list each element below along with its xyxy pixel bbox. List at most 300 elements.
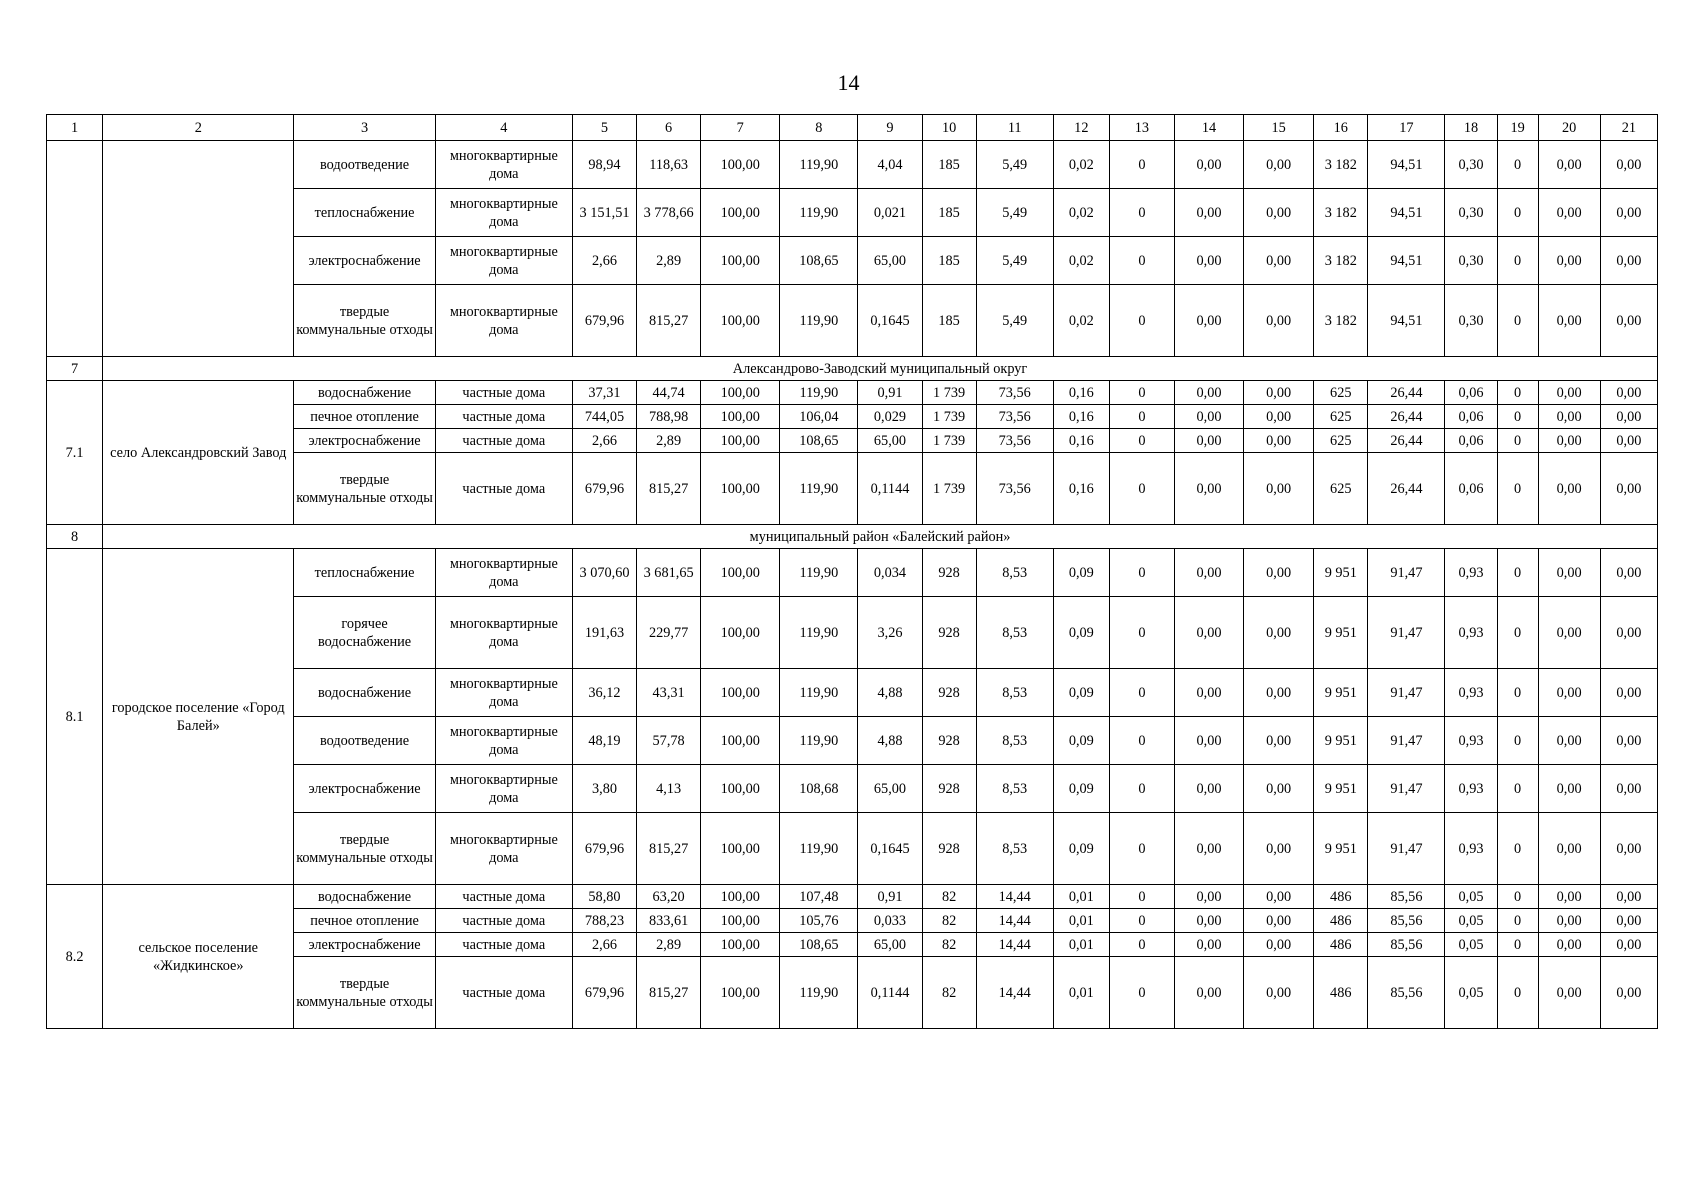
value-col-7: 100,00 [701,405,780,429]
value-col-19: 0 [1497,453,1538,525]
value-col-14: 0,00 [1174,909,1243,933]
value-col-17: 91,47 [1368,765,1445,813]
value-col-13: 0 [1109,933,1174,957]
value-col-13: 0 [1109,765,1174,813]
section-title: муниципальный район «Балейский район» [103,525,1658,549]
value-col-5: 679,96 [572,957,636,1029]
value-col-13: 0 [1109,141,1174,189]
tariff-table-container [46,114,1658,1029]
utility-service: твердые коммунальные отходы [294,285,435,357]
value-col-8: 119,90 [780,549,858,597]
housing-type: частные дома [435,885,572,909]
value-col-9: 0,1144 [858,957,922,1029]
value-col-9: 4,88 [858,669,922,717]
value-col-20: 0,00 [1538,957,1600,1029]
value-col-21: 0,00 [1600,285,1657,357]
value-col-11: 14,44 [976,933,1053,957]
housing-type: частные дома [435,405,572,429]
value-col-10: 82 [922,933,976,957]
value-col-20: 0,00 [1538,429,1600,453]
value-col-16: 3 182 [1314,189,1368,237]
value-col-11: 8,53 [976,597,1053,669]
value-col-6: 815,27 [637,285,701,357]
value-col-14: 0,00 [1174,669,1243,717]
value-col-20: 0,00 [1538,933,1600,957]
value-col-18: 0,06 [1445,405,1497,429]
section-title: Александрово-Заводский муниципальный округ [103,357,1658,381]
value-col-17: 85,56 [1368,933,1445,957]
value-col-20: 0,00 [1538,237,1600,285]
group-number: 7.1 [47,381,103,525]
value-col-8: 108,65 [780,237,858,285]
value-col-14: 0,00 [1174,717,1243,765]
value-col-17: 91,47 [1368,717,1445,765]
value-col-18: 0,05 [1445,885,1497,909]
column-number-8: 8 [780,115,858,141]
page-number: 14 [837,70,860,95]
value-col-17: 26,44 [1368,381,1445,405]
value-col-15: 0,00 [1244,237,1314,285]
value-col-14: 0,00 [1174,453,1243,525]
value-col-11: 5,49 [976,189,1053,237]
value-col-15: 0,00 [1244,909,1314,933]
utility-service: теплоснабжение [294,549,435,597]
value-col-20: 0,00 [1538,669,1600,717]
value-col-14: 0,00 [1174,933,1243,957]
value-col-11: 73,56 [976,429,1053,453]
value-col-6: 2,89 [637,933,701,957]
value-col-6: 229,77 [637,597,701,669]
value-col-9: 0,029 [858,405,922,429]
housing-type: частные дома [435,909,572,933]
value-col-21: 0,00 [1600,597,1657,669]
value-col-10: 1 739 [922,453,976,525]
value-col-12: 0,09 [1053,765,1109,813]
section-row [47,357,1658,381]
value-col-21: 0,00 [1600,933,1657,957]
value-col-10: 185 [922,285,976,357]
utility-service: печное отопление [294,405,435,429]
value-col-18: 0,93 [1445,717,1497,765]
utility-service: горячее водоснабжение [294,597,435,669]
value-col-14: 0,00 [1174,597,1243,669]
value-col-6: 118,63 [637,141,701,189]
value-col-20: 0,00 [1538,813,1600,885]
value-col-19: 0 [1497,381,1538,405]
value-col-14: 0,00 [1174,141,1243,189]
value-col-17: 94,51 [1368,237,1445,285]
value-col-20: 0,00 [1538,285,1600,357]
utility-service: печное отопление [294,909,435,933]
housing-type: многоквартирные дома [435,717,572,765]
value-col-17: 94,51 [1368,285,1445,357]
value-col-15: 0,00 [1244,549,1314,597]
value-col-11: 73,56 [976,381,1053,405]
value-col-19: 0 [1497,669,1538,717]
value-col-6: 3 778,66 [637,189,701,237]
column-number-row [47,115,1658,141]
value-col-11: 8,53 [976,813,1053,885]
value-col-8: 119,90 [780,813,858,885]
value-col-17: 91,47 [1368,597,1445,669]
value-col-10: 928 [922,717,976,765]
value-col-9: 65,00 [858,429,922,453]
value-col-7: 100,00 [701,813,780,885]
value-col-21: 0,00 [1600,957,1657,1029]
value-col-16: 9 951 [1314,765,1368,813]
column-number-14: 14 [1174,115,1243,141]
column-number-18: 18 [1445,115,1497,141]
value-col-8: 108,68 [780,765,858,813]
value-col-9: 0,91 [858,381,922,405]
value-col-13: 0 [1109,909,1174,933]
value-col-14: 0,00 [1174,405,1243,429]
value-col-20: 0,00 [1538,765,1600,813]
value-col-13: 0 [1109,597,1174,669]
utility-service: электроснабжение [294,765,435,813]
value-col-5: 679,96 [572,453,636,525]
value-col-10: 928 [922,549,976,597]
value-col-18: 0,05 [1445,933,1497,957]
value-col-7: 100,00 [701,285,780,357]
table-row [47,381,1658,405]
value-col-5: 191,63 [572,597,636,669]
housing-type: многоквартирные дома [435,549,572,597]
value-col-9: 0,034 [858,549,922,597]
section-row [47,525,1658,549]
value-col-10: 82 [922,957,976,1029]
utility-service: водоснабжение [294,885,435,909]
value-col-5: 788,23 [572,909,636,933]
value-col-20: 0,00 [1538,405,1600,429]
value-col-19: 0 [1497,885,1538,909]
utility-service: водоотведение [294,141,435,189]
settlement-name [103,141,294,357]
value-col-9: 0,1144 [858,453,922,525]
value-col-18: 0,93 [1445,765,1497,813]
value-col-12: 0,16 [1053,405,1109,429]
value-col-15: 0,00 [1244,405,1314,429]
utility-service: водоснабжение [294,381,435,405]
column-number-19: 19 [1497,115,1538,141]
value-col-20: 0,00 [1538,717,1600,765]
settlement-name: сельское поселение «Жидкинское» [103,885,294,1029]
value-col-8: 107,48 [780,885,858,909]
column-number-17: 17 [1368,115,1445,141]
value-col-17: 26,44 [1368,429,1445,453]
housing-type: многоквартирные дома [435,189,572,237]
value-col-7: 100,00 [701,189,780,237]
value-col-18: 0,30 [1445,189,1497,237]
value-col-17: 26,44 [1368,405,1445,429]
housing-type: многоквартирные дома [435,813,572,885]
value-col-19: 0 [1497,957,1538,1029]
housing-type: многоквартирные дома [435,285,572,357]
value-col-14: 0,00 [1174,381,1243,405]
value-col-19: 0 [1497,909,1538,933]
value-col-7: 100,00 [701,909,780,933]
value-col-8: 108,65 [780,933,858,957]
value-col-12: 0,09 [1053,597,1109,669]
value-col-21: 0,00 [1600,189,1657,237]
value-col-15: 0,00 [1244,933,1314,957]
value-col-15: 0,00 [1244,285,1314,357]
value-col-14: 0,00 [1174,765,1243,813]
value-col-14: 0,00 [1174,237,1243,285]
value-col-12: 0,02 [1053,189,1109,237]
housing-type: частные дома [435,957,572,1029]
value-col-10: 928 [922,669,976,717]
utility-service: электроснабжение [294,933,435,957]
column-number-13: 13 [1109,115,1174,141]
value-col-9: 65,00 [858,765,922,813]
value-col-19: 0 [1497,189,1538,237]
settlement-name: село Александровский Завод [103,381,294,525]
value-col-20: 0,00 [1538,189,1600,237]
value-col-6: 4,13 [637,765,701,813]
value-col-17: 85,56 [1368,957,1445,1029]
value-col-20: 0,00 [1538,597,1600,669]
value-col-12: 0,09 [1053,813,1109,885]
value-col-13: 0 [1109,285,1174,357]
utility-service: водоснабжение [294,669,435,717]
value-col-21: 0,00 [1600,381,1657,405]
value-col-15: 0,00 [1244,765,1314,813]
value-col-5: 48,19 [572,717,636,765]
value-col-12: 0,01 [1053,933,1109,957]
value-col-8: 119,90 [780,141,858,189]
value-col-17: 91,47 [1368,813,1445,885]
value-col-11: 8,53 [976,549,1053,597]
value-col-14: 0,00 [1174,885,1243,909]
value-col-16: 486 [1314,909,1368,933]
value-col-16: 9 951 [1314,813,1368,885]
column-number-6: 6 [637,115,701,141]
value-col-10: 185 [922,189,976,237]
value-col-7: 100,00 [701,141,780,189]
value-col-12: 0,09 [1053,549,1109,597]
value-col-20: 0,00 [1538,453,1600,525]
column-number-11: 11 [976,115,1053,141]
value-col-12: 0,16 [1053,453,1109,525]
value-col-10: 1 739 [922,381,976,405]
value-col-20: 0,00 [1538,909,1600,933]
value-col-21: 0,00 [1600,141,1657,189]
value-col-15: 0,00 [1244,429,1314,453]
value-col-11: 5,49 [976,237,1053,285]
value-col-7: 100,00 [701,765,780,813]
value-col-12: 0,16 [1053,429,1109,453]
value-col-12: 0,02 [1053,237,1109,285]
utility-service: водоотведение [294,717,435,765]
column-number-15: 15 [1244,115,1314,141]
value-col-17: 85,56 [1368,909,1445,933]
value-col-11: 14,44 [976,885,1053,909]
value-col-5: 3 151,51 [572,189,636,237]
value-col-12: 0,02 [1053,141,1109,189]
housing-type: многоквартирные дома [435,141,572,189]
column-number-10: 10 [922,115,976,141]
value-col-5: 2,66 [572,237,636,285]
value-col-12: 0,01 [1053,885,1109,909]
value-col-17: 91,47 [1368,549,1445,597]
value-col-6: 63,20 [637,885,701,909]
section-number: 8 [47,525,103,549]
housing-type: многоквартирные дома [435,597,572,669]
value-col-17: 26,44 [1368,453,1445,525]
value-col-19: 0 [1497,237,1538,285]
value-col-7: 100,00 [701,237,780,285]
value-col-12: 0,16 [1053,381,1109,405]
value-col-21: 0,00 [1600,429,1657,453]
section-number: 7 [47,357,103,381]
value-col-9: 0,033 [858,909,922,933]
value-col-5: 744,05 [572,405,636,429]
value-col-19: 0 [1497,285,1538,357]
value-col-15: 0,00 [1244,813,1314,885]
value-col-5: 3 070,60 [572,549,636,597]
value-col-21: 0,00 [1600,813,1657,885]
group-number: 8.2 [47,885,103,1029]
value-col-15: 0,00 [1244,957,1314,1029]
column-number-1: 1 [47,115,103,141]
value-col-19: 0 [1497,813,1538,885]
value-col-13: 0 [1109,885,1174,909]
value-col-5: 679,96 [572,813,636,885]
value-col-18: 0,06 [1445,429,1497,453]
value-col-15: 0,00 [1244,381,1314,405]
utility-service: теплоснабжение [294,189,435,237]
value-col-11: 5,49 [976,141,1053,189]
value-col-18: 0,30 [1445,237,1497,285]
value-col-10: 185 [922,237,976,285]
value-col-9: 0,021 [858,189,922,237]
value-col-10: 82 [922,885,976,909]
value-col-17: 94,51 [1368,189,1445,237]
value-col-16: 625 [1314,429,1368,453]
value-col-10: 1 739 [922,405,976,429]
value-col-16: 9 951 [1314,597,1368,669]
value-col-8: 119,90 [780,669,858,717]
value-col-5: 98,94 [572,141,636,189]
value-col-12: 0,01 [1053,909,1109,933]
value-col-6: 815,27 [637,453,701,525]
value-col-14: 0,00 [1174,429,1243,453]
value-col-13: 0 [1109,237,1174,285]
value-col-8: 119,90 [780,381,858,405]
value-col-14: 0,00 [1174,189,1243,237]
value-col-6: 815,27 [637,813,701,885]
value-col-10: 185 [922,141,976,189]
value-col-13: 0 [1109,429,1174,453]
value-col-21: 0,00 [1600,717,1657,765]
value-col-18: 0,93 [1445,549,1497,597]
settlement-name: городское поселение «Город Балей» [103,549,294,885]
value-col-15: 0,00 [1244,453,1314,525]
value-col-13: 0 [1109,381,1174,405]
value-col-14: 0,00 [1174,957,1243,1029]
column-number-7: 7 [701,115,780,141]
value-col-14: 0,00 [1174,813,1243,885]
value-col-16: 625 [1314,405,1368,429]
value-col-16: 9 951 [1314,717,1368,765]
utility-service: электроснабжение [294,237,435,285]
value-col-6: 43,31 [637,669,701,717]
table-row [47,885,1658,909]
value-col-7: 100,00 [701,597,780,669]
value-col-5: 679,96 [572,285,636,357]
value-col-7: 100,00 [701,669,780,717]
value-col-21: 0,00 [1600,453,1657,525]
value-col-16: 625 [1314,381,1368,405]
value-col-18: 0,30 [1445,141,1497,189]
value-col-17: 91,47 [1368,669,1445,717]
column-number-16: 16 [1314,115,1368,141]
value-col-15: 0,00 [1244,717,1314,765]
utility-service: твердые коммунальные отходы [294,453,435,525]
value-col-12: 0,01 [1053,957,1109,1029]
value-col-20: 0,00 [1538,141,1600,189]
value-col-8: 106,04 [780,405,858,429]
value-col-8: 119,90 [780,597,858,669]
value-col-13: 0 [1109,453,1174,525]
column-number-20: 20 [1538,115,1600,141]
utility-service: твердые коммунальные отходы [294,957,435,1029]
value-col-7: 100,00 [701,453,780,525]
column-number-21: 21 [1600,115,1657,141]
value-col-21: 0,00 [1600,237,1657,285]
value-col-6: 2,89 [637,429,701,453]
value-col-21: 0,00 [1600,885,1657,909]
column-number-5: 5 [572,115,636,141]
housing-type: многоквартирные дома [435,765,572,813]
value-col-18: 0,93 [1445,813,1497,885]
housing-type: частные дома [435,381,572,405]
value-col-19: 0 [1497,549,1538,597]
value-col-6: 57,78 [637,717,701,765]
value-col-16: 486 [1314,933,1368,957]
value-col-19: 0 [1497,717,1538,765]
value-col-15: 0,00 [1244,141,1314,189]
group-number [47,141,103,357]
value-col-16: 486 [1314,885,1368,909]
value-col-5: 3,80 [572,765,636,813]
value-col-7: 100,00 [701,381,780,405]
value-col-21: 0,00 [1600,909,1657,933]
value-col-13: 0 [1109,549,1174,597]
value-col-10: 928 [922,813,976,885]
group-number: 8.1 [47,549,103,885]
value-col-16: 486 [1314,957,1368,1029]
value-col-17: 94,51 [1368,141,1445,189]
value-col-12: 0,09 [1053,717,1109,765]
table-row [47,141,1658,189]
value-col-11: 8,53 [976,717,1053,765]
value-col-15: 0,00 [1244,189,1314,237]
value-col-7: 100,00 [701,957,780,1029]
column-number-12: 12 [1053,115,1109,141]
utility-service: электроснабжение [294,429,435,453]
value-col-9: 0,1645 [858,285,922,357]
value-col-16: 3 182 [1314,237,1368,285]
value-col-11: 14,44 [976,909,1053,933]
table-row [47,549,1658,597]
value-col-20: 0,00 [1538,381,1600,405]
value-col-14: 0,00 [1174,549,1243,597]
value-col-6: 44,74 [637,381,701,405]
value-col-8: 119,90 [780,717,858,765]
value-col-13: 0 [1109,813,1174,885]
